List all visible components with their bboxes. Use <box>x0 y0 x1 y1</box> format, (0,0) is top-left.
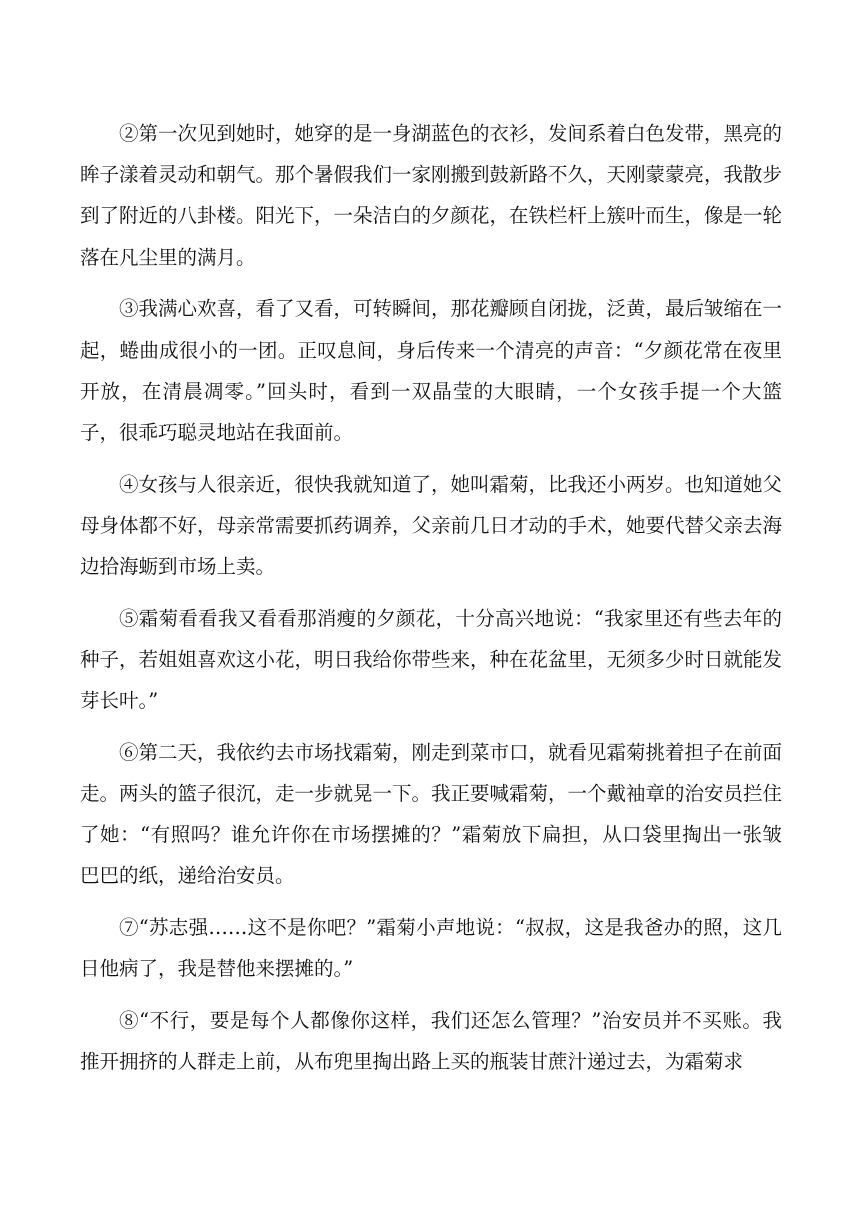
paragraph-3: ③我满心欢喜，看了又看，可转瞬间，那花瓣顾自闭拢，泛黄，最后皱缩在一起，蜷曲成很小的一团。正叹息间，身后传来一个清亮的声音：“夕颜花常在夜里开放，在清晨凋零。”回头时，看到一双晶莹的大眼睛，一个女孩手提一个大篮子，很乖巧聪灵地站在我面前。 <box>80 297 783 444</box>
paragraph-8: ⑧“不行，要是每个人都像你这样，我们还怎么管理？”治安员并不买账。我推开拥挤的人群走上前，从布兜里掏出路上买的瓶装甘蔗汁递过去，为霜菊求 <box>80 1009 782 1074</box>
paragraph-6: ⑥第二天，我依约去市场找霜菊，刚走到菜市口，就看见霜菊挑着担子在前面走。两头的篮子很沉，走一步就晃一下。我正要喊霜菊，一个戴袖章的治安员拦住了她：“有照吗？谁允许你在市场摆摊的？”霜菊放下扁担，从口袋里掏出一张皱巴巴的纸，递给治安员。 <box>80 740 783 888</box>
paragraph-2: ②第一次见到她时，她穿的是一身湖蓝色的衣衫，发间系着白色发带，黑亮的眸子漾着灵动和朝气。那个暑假我们一家刚搬到鼓新路不久，天刚蒙蒙亮，我散步到了附近的八卦楼。阳光下，一朵洁白的夕颜花，在铁栏杆上簇叶而生，像是一轮落在凡尘里的满月。 <box>80 122 783 269</box>
paragraph-4: ④女孩与人很亲近，很快我就知道了，她叫霜菊，比我还小两岁。也知道她父母身体都不好，母亲常需要抓药调养，父亲前几日才动的手术，她要代替父亲去海边拾海蛎到市场上卖。 <box>80 472 783 579</box>
paragraph-7: ⑦“苏志强……这不是你吧？”霜菊小声地说：“叔叔，这是我爸办的照，这几日他病了，我是替他来摆摊的。” <box>80 916 782 981</box>
document-page <box>80 113 782 1093</box>
paragraph-5: ⑤霜菊看看我又看看那消瘦的夕颜花，十分高兴地说：“我家里还有些去年的种子，若姐姐喜欢这小花，明日我给你带些来，种在花盆里，无须多少时日就能发芽长叶。” <box>80 606 783 713</box>
